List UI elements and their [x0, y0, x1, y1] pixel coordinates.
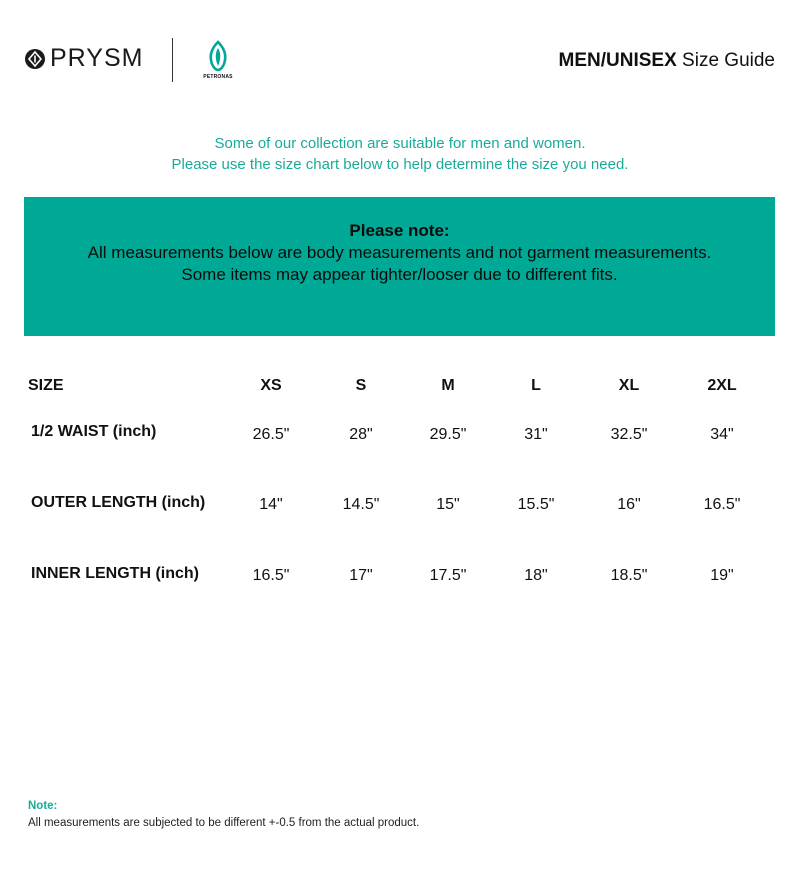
size-header-xl: XL — [618, 377, 640, 394]
intro-line-1: Some of our collection are suitable for men and women. — [214, 135, 586, 152]
table-cell: 16" — [617, 496, 641, 513]
table-cell: 18" — [524, 567, 548, 584]
table-cell: 14" — [259, 496, 283, 513]
footnote-title: Note: — [28, 800, 58, 812]
brand-name: PRYSM — [50, 44, 144, 72]
size-header-2xl: 2XL — [707, 377, 737, 394]
intro-text — [0, 133, 800, 175]
size-header-l: L — [531, 377, 541, 394]
table-cell: 34" — [710, 426, 734, 443]
notice-banner — [24, 197, 775, 336]
row-label-waist: 1/2 WAIST (inch) — [31, 423, 157, 440]
notice-heading: Please note: — [349, 221, 450, 240]
footnote — [28, 798, 419, 832]
row-label-outer-length: OUTER LENGTH (inch) — [31, 494, 206, 511]
page-title-bold: MEN/UNISEX — [558, 50, 677, 71]
prysm-logo-icon — [24, 48, 46, 70]
table-cell: 15.5" — [517, 496, 555, 513]
table-cell: 16.5" — [252, 567, 290, 584]
table-cell: 14.5" — [342, 496, 380, 513]
table-cell: 32.5" — [610, 426, 648, 443]
page-title-rest: Size Guide — [676, 50, 775, 71]
table-cell: 18.5" — [610, 567, 648, 584]
size-header-s: S — [355, 377, 367, 394]
partner-name: PETRONAS — [203, 74, 233, 80]
table-cell: 15" — [436, 496, 460, 513]
footnote-body: All measurements are subjected to be different +-0.5 from the actual product. — [28, 817, 420, 829]
petronas-logo-icon — [207, 40, 229, 72]
prysm-logo — [24, 46, 143, 71]
table-cell: 28" — [349, 426, 373, 443]
row-label-inner-length: INNER LENGTH (inch) — [31, 565, 199, 582]
table-cell: 17" — [349, 567, 373, 584]
table-cell: 16.5" — [703, 496, 741, 513]
page-title — [559, 50, 775, 72]
table-cell: 31" — [524, 426, 548, 443]
size-header-m: M — [441, 377, 455, 394]
table-cell: 29.5" — [429, 426, 467, 443]
logo-divider — [172, 38, 173, 82]
page-header — [24, 38, 775, 84]
table-cell: 17.5" — [429, 567, 467, 584]
table-cell: 26.5" — [252, 426, 290, 443]
size-column-header: SIZE — [28, 377, 64, 394]
petronas-logo — [190, 40, 246, 82]
intro-line-2: Please use the size chart below to help determine the size you need. — [171, 156, 629, 173]
notice-body: All measurements below are body measurements and not garment measurements. Some items may appear tighter/looser due to different fits. — [87, 243, 712, 284]
size-header-xs: XS — [260, 377, 282, 394]
table-cell: 19" — [710, 567, 734, 584]
